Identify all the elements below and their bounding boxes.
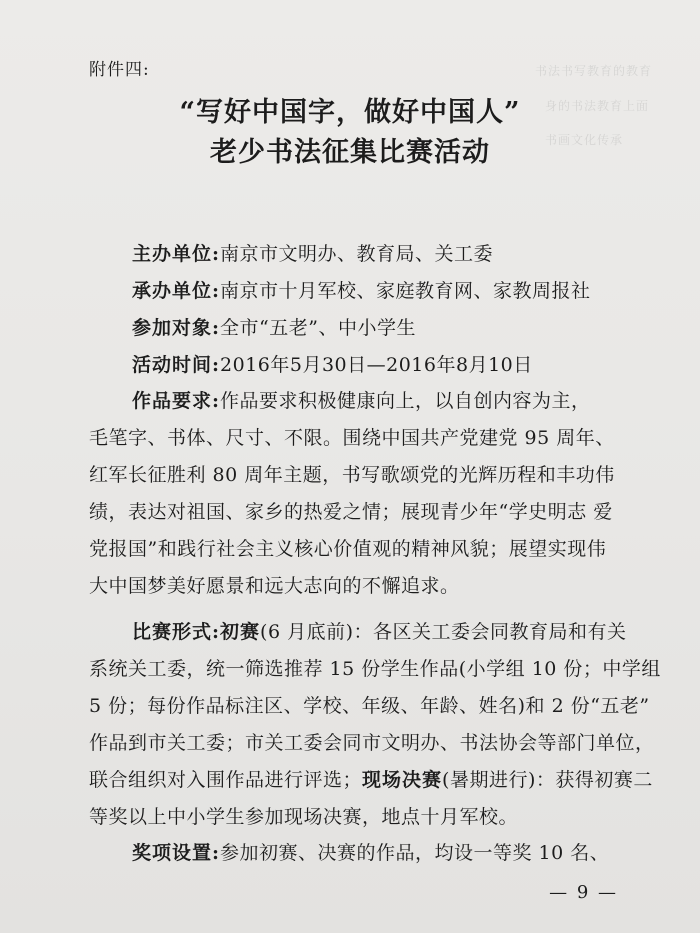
page-number: — 9 — <box>549 882 618 903</box>
co-organizer-row <box>132 276 591 303</box>
period-row <box>132 350 533 377</box>
organizer-row <box>132 239 493 266</box>
attachment-label: 附件四: <box>89 60 150 80</box>
requirements-label: 作品要求: <box>132 390 221 412</box>
competition-row <box>132 617 627 644</box>
period-value: 2016年5月30日—2016年8月10日 <box>220 354 533 376</box>
competition-text: (暑期进行)：获得初赛二 <box>442 769 653 791</box>
preliminary-label: 初赛 <box>220 621 261 643</box>
bleed-through-text: 身的书法教育上面 <box>545 99 650 113</box>
final-label: 现场决赛 <box>362 769 443 791</box>
organizer-value: 南京市文明办、教育局、关工委 <box>220 243 494 265</box>
co-organizer-value: 南京市十月军校、家庭教育网、家教周报社 <box>220 280 591 302</box>
awards-text: 参加初赛、决赛的作品，均设一等奖 10 名、 <box>220 842 610 864</box>
requirements-text: 绩，表达对祖国、家乡的热爱之情；展现青少年“学史明志 爱 <box>89 501 613 523</box>
requirements-text: 大中国梦美好愿景和远大志向的不懈追求。 <box>89 575 460 597</box>
awards-row <box>132 838 609 865</box>
organizer-label: 主办单位: <box>132 243 221 265</box>
document-title-line1: “写好中国字，做好中国人” <box>179 97 521 128</box>
bleed-through-text: 书法书写教育的教育 <box>535 64 653 78</box>
requirements-text: 作品要求积极健康向上，以自创内容为主， <box>220 390 591 412</box>
bleed-through-text: 书画文化传承 <box>545 133 624 147</box>
co-organizer-label: 承办单位: <box>132 280 221 302</box>
competition-final-row <box>89 765 653 792</box>
participants-value: 全市“五老”、中小学生 <box>220 317 416 339</box>
period-label: 活动时间: <box>132 354 221 376</box>
requirements-text: 毛笔字、书体、尺寸、不限。围绕中国共产党建党 95 周年、 <box>89 427 615 449</box>
competition-text: 等奖以上中小学生参加现场决赛，地点十月军校。 <box>89 806 519 828</box>
document-title-line2: 老少书法征集比赛活动 <box>210 137 490 168</box>
competition-label: 比赛形式: <box>132 621 221 643</box>
competition-text: 系统关工委，统一筛选推荐 15 份学生作品(小学组 10 份；中学组 <box>89 658 661 680</box>
participants-label: 参加对象: <box>132 317 221 339</box>
competition-text: (6 月底前)：各区关工委会同教育局和有关 <box>260 621 627 643</box>
participants-row <box>132 313 416 340</box>
competition-text: 5 份；每份作品标注区、学校、年级、年龄、姓名)和 2 份“五老” <box>89 695 650 717</box>
competition-text: 作品到市关工委；市关工委会同市文明办、书法协会等部门单位， <box>89 732 655 754</box>
requirements-text: 党报国”和践行社会主义核心价值观的精神风貌；展望实现伟 <box>89 538 607 560</box>
awards-label: 奖项设置: <box>132 842 221 864</box>
requirements-text: 红军长征胜利 80 周年主题，书写歌颂党的光辉历程和丰功伟 <box>89 464 615 486</box>
competition-text: 联合组织对入围作品进行评选； <box>89 769 363 791</box>
requirements-row <box>132 386 591 413</box>
